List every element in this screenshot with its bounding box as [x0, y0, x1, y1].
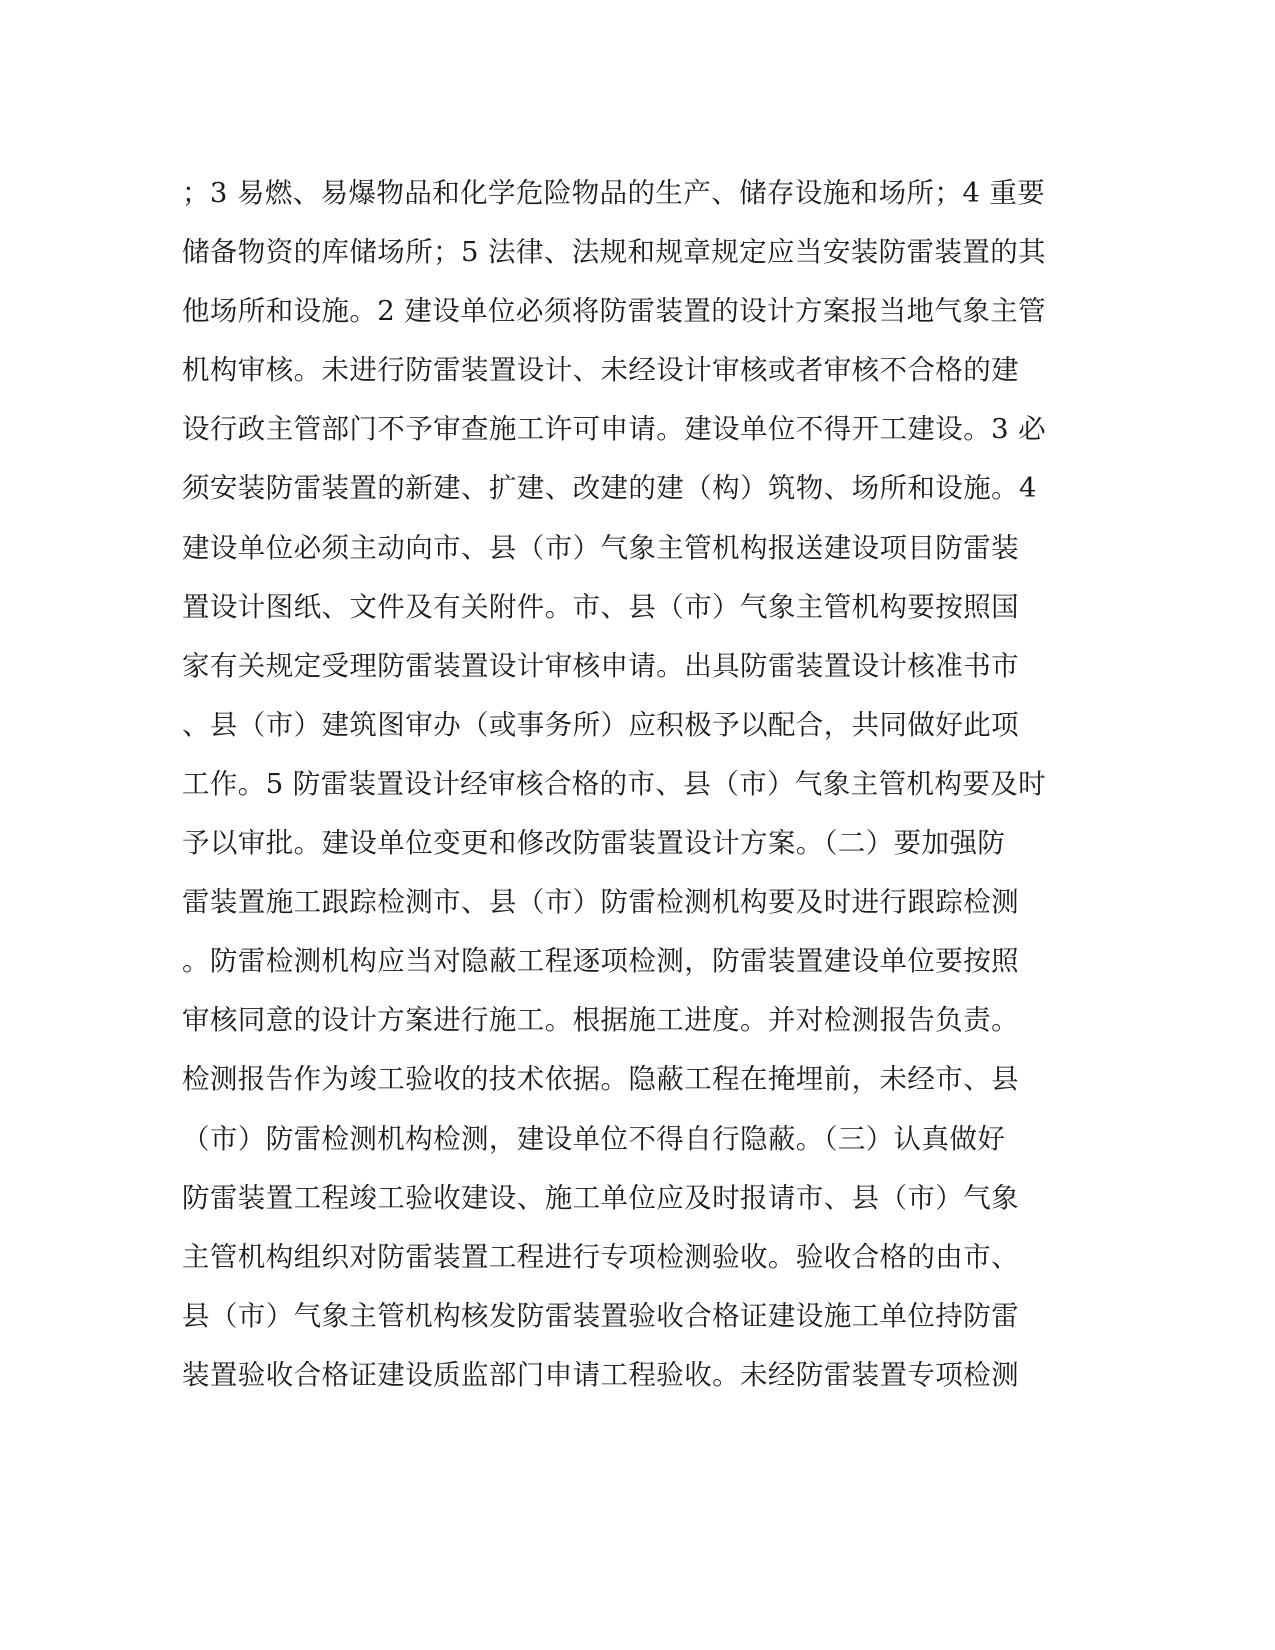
text-line: 设行政主管部门不予审查施工许可申请。建设单位不得开工建设。3 必 — [182, 413, 1047, 446]
text-line: 装置验收合格证建设质监部门申请工程验收。未经防雷装置专项检测 — [182, 1358, 1019, 1391]
text-line: 工作。5 防雷装置设计经审核合格的市、县（市）气象主管机构要及时 — [182, 767, 1047, 800]
text-line: 须安装防雷装置的新建、扩建、改建的建（构）筑物、场所和设施。4 — [182, 472, 1037, 505]
text-line: 防雷装置工程竣工验收建设、施工单位应及时报请市、县（市）气象 — [182, 1181, 1019, 1214]
text-line: 、县（市）建筑图审办（或事务所）应积极予以配合，共同做好此项 — [182, 708, 1019, 741]
text-line: 审核同意的设计方案进行施工。根据施工进度。并对检测报告负责。 — [182, 1004, 1019, 1037]
text-line: 置设计图纸、文件及有关附件。市、县（市）气象主管机构要按照国 — [182, 590, 1019, 623]
text-line: （市）防雷检测机构检测，建设单位不得自行隐蔽。（三）认真做好 — [182, 1122, 1006, 1155]
body-text — [182, 164, 1062, 1405]
text-line: 储备物资的库储场所；5 法律、法规和规章规定应当安装防雷装置的其 — [182, 236, 1047, 269]
text-line: 家有关规定受理防雷装置设计审核申请。出具防雷装置设计核准书市 — [182, 649, 1019, 682]
text-line: ；3 易燃、易爆物品和化学危险物品的生产、储存设施和场所；4 重要 — [182, 177, 1046, 209]
text-line: 雷装置施工跟踪检测市、县（市）防雷检测机构要及时进行跟踪检测 — [182, 886, 1019, 919]
text-line: 检测报告作为竣工验收的技术依据。隐蔽工程在掩埋前，未经市、县 — [182, 1063, 1019, 1096]
text-line: 。防雷检测机构应当对隐蔽工程逐项检测，防雷装置建设单位要按照 — [182, 945, 1019, 978]
text-line: 予以审批。建设单位变更和修改防雷装置设计方案。（二）要加强防 — [182, 827, 1006, 860]
text-line: 机构审核。未进行防雷装置设计、未经设计审核或者审核不合格的建 — [182, 354, 1019, 387]
text-line: 主管机构组织对防雷装置工程进行专项检测验收。验收合格的由市、 — [182, 1240, 1019, 1273]
text-line: 建设单位必须主动向市、县（市）气象主管机构报送建设项目防雷装 — [182, 531, 1019, 564]
text-line: 县（市）气象主管机构核发防雷装置验收合格证建设施工单位持防雷 — [182, 1299, 1019, 1332]
text-line: 他场所和设施。2 建设单位必须将防雷装置的设计方案报当地气象主管 — [182, 295, 1047, 328]
